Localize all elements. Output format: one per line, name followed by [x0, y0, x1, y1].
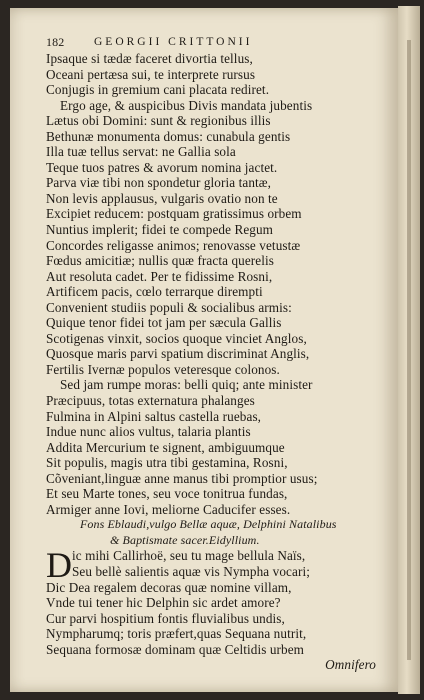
verse-line: Fulmina in Alpini saltus castella ruebas,: [46, 408, 262, 424]
verse-line: Quosque maris parvi spatium discriminat Anglis,: [46, 346, 310, 362]
verse-line: Concordes religasse animos; renovasse vetustæ: [46, 237, 301, 253]
verse-line: Sed jam rumpe moras: belli quiq; ante minister: [60, 377, 313, 393]
verse-line: Oceani pertæsa sui, te interprete rursus: [46, 66, 256, 82]
verse-line: Cur parvi hospitium fontis fluvialibus undis,: [46, 610, 285, 626]
verse-line: Cõveniant,linguæ anne manus tibi promptior usus;: [46, 470, 318, 486]
verse-line: Teque tuos patres & avorum nomina jactet.: [46, 159, 278, 175]
verse-line: Quique tenor fidei tot jam per sæcula Gallis: [46, 315, 282, 331]
verse-line: Fœdus amicitiæ; nullis quæ fracta querelis: [46, 253, 274, 269]
verse-line: Non levis applausus, vulgaris ovatio non te: [46, 190, 278, 206]
verse-line: Parva viæ tibi non spondetur gloria tantæ,: [46, 175, 272, 191]
verse-line: Aut resoluta cadet. Per te fidissime Rosni,: [46, 268, 273, 284]
verse-line: Sit populis, magis utra tibi gestamina, Rosni,: [46, 455, 288, 471]
catchword: Omnifero: [325, 657, 376, 673]
drop-cap: D: [46, 545, 73, 586]
verse-line: Ergo age, & auspicibus Divis mandata jubentis: [60, 97, 313, 113]
verse-line: Dic Dea regalem decoras quæ nomine villam,: [46, 579, 292, 595]
verse-line: ic mihi Callirhoë, seu tu mage bellula Naïs,: [72, 548, 306, 564]
verse-line: Bethunæ monumenta domus: cunabula gentis: [46, 128, 291, 144]
verse-line: Et seu Marte tones, seu voce tonitrua fundas,: [46, 486, 288, 502]
verse-line: Artificem pacis, cœlo terrarque dirempti: [46, 284, 263, 300]
verse-line: Vnde tui tener hic Delphin sic ardet amore?: [46, 595, 281, 611]
verse-line: Addita Mercurium te signent, ambiguumque: [46, 439, 285, 455]
verse-line: Ipsaque si tædæ faceret divortia tellus,: [46, 51, 253, 66]
page-number: 182: [46, 35, 65, 49]
running-head: GEORGII CRITTONII: [94, 36, 253, 48]
verse-line: Excipiet reducem: postquam gratissimus orbem: [46, 206, 302, 222]
page-text: [46, 35, 376, 673]
poem-title-line-1: Fons Eblaudi,vulgo Bellæ aquæ, Delphini Natalibus: [80, 517, 337, 532]
verse-line: Lætus obi Domini: sunt & regionibus illis: [46, 113, 271, 129]
verse-line: Indue nunc alios vultus, talaria plantis: [46, 424, 251, 440]
verse-line: Præcipuus, totas externatura phalanges: [46, 393, 255, 409]
verse-line: Nuntius implerit; fidei te compede Regum: [46, 222, 274, 238]
verse-line: Scotigenas vinxit, socios quoque vinciet Anglos,: [46, 330, 307, 346]
verse-line: Armiger anne Iovi, meliorne Caducifer esses.: [46, 501, 291, 517]
verse-line: Conjugis in gremium cani placata rediret.: [46, 82, 270, 98]
verse-line: Convenient studiis populi & socialibus armis:: [46, 299, 292, 315]
verse-line: Nympharumq; toris præfert,quas Sequana nutrit,: [46, 626, 307, 642]
verse-line: Fertilis Ivernæ populos veteresque colonos.: [46, 361, 280, 377]
verse-line: Sequana formosæ dominam quæ Celtidis urbem: [46, 641, 305, 657]
poem-title-line-2: & Baptismate sacer.Eidyllium.: [110, 532, 260, 547]
verse-line: Seu bellè salientis aquæ vis Nympha vocari;: [72, 563, 310, 579]
binding-shadow: [407, 40, 411, 660]
poem-2: [46, 545, 376, 657]
verse-line: Illa tuæ tellus servat: ne Gallia sola: [46, 144, 236, 160]
page-header: [46, 35, 376, 51]
poem-1: [46, 51, 376, 517]
